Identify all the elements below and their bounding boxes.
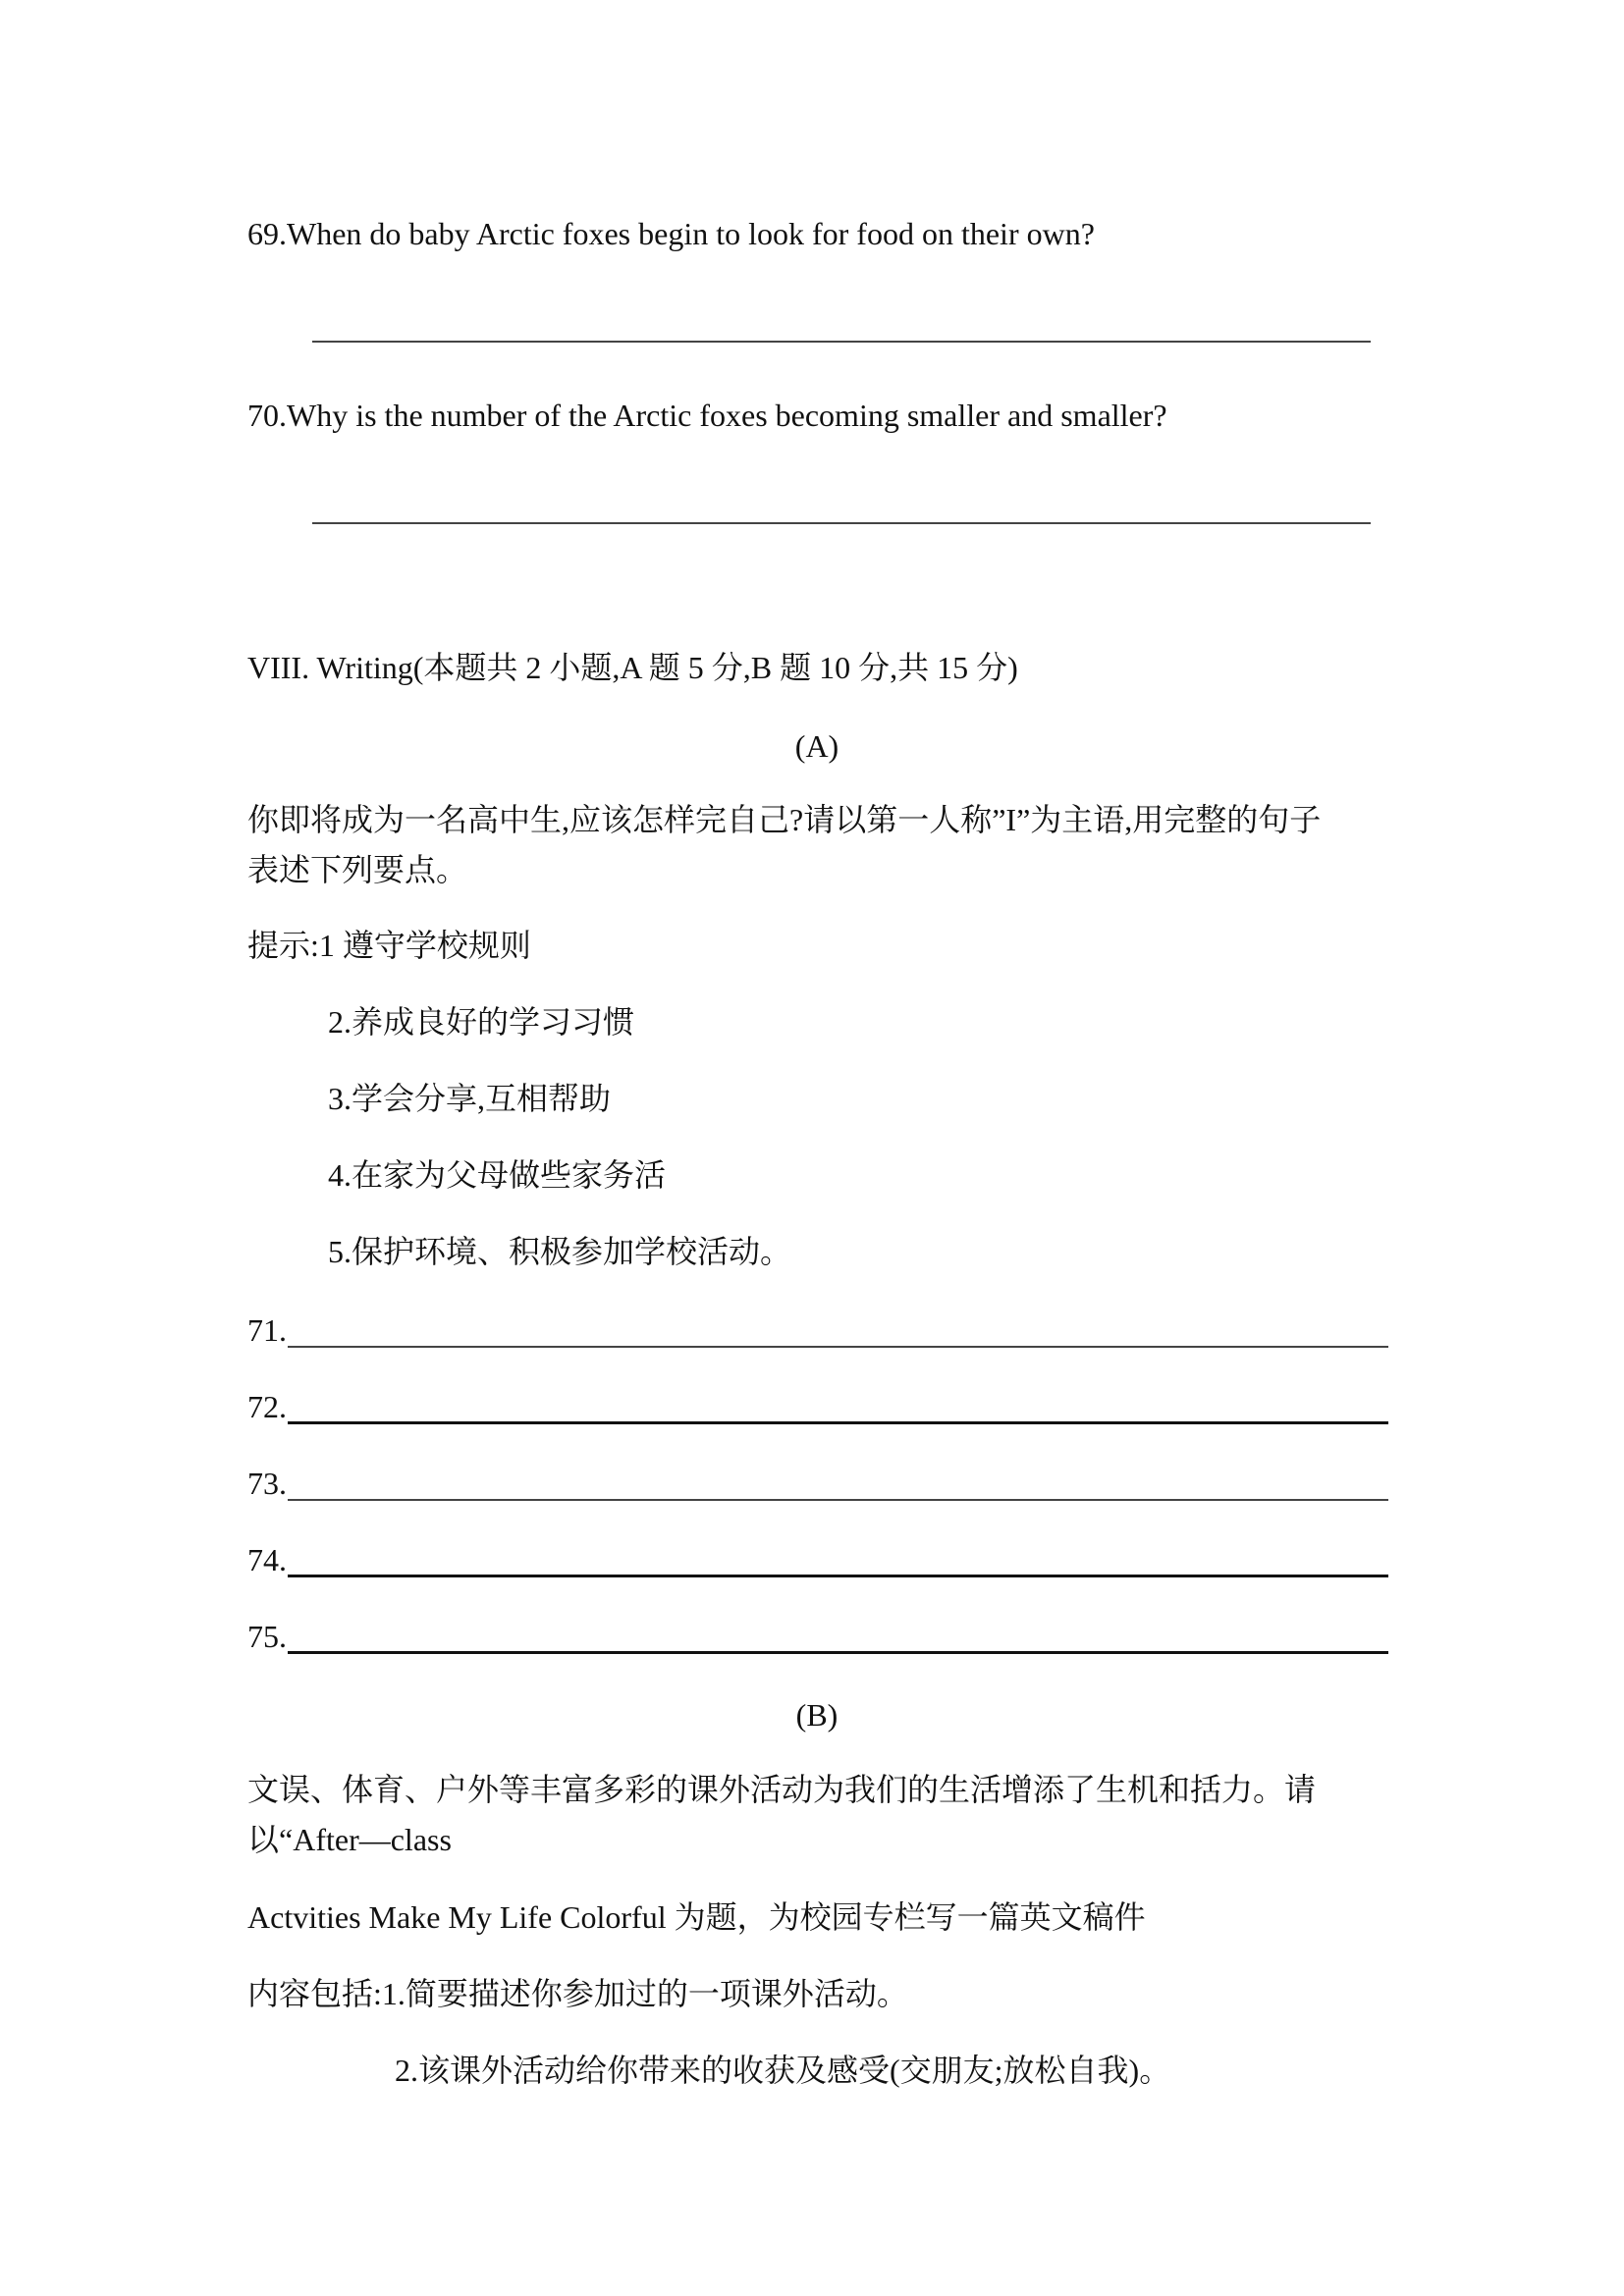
answer-line-71[interactable] xyxy=(288,1346,1388,1348)
hint-4: 4.在家为父母做些家务活 xyxy=(328,1157,667,1193)
hint-3: 3.学会分享,互相帮助 xyxy=(328,1081,612,1116)
hint-2: 2.养成良好的学习习惯 xyxy=(328,1004,635,1040)
answer-line-74[interactable] xyxy=(288,1575,1388,1577)
part-a-label: (A) xyxy=(794,728,839,764)
answer-line-73[interactable] xyxy=(288,1499,1388,1501)
part-b-intro-line3: Actvities Make My Life Colorful 为题，为校园专栏写一篇英文稿件 xyxy=(247,1899,1146,1935)
question-69: 69.When do baby Arctic foxes begin to look for food on their own? xyxy=(247,216,1095,251)
answer-number-71: 71. xyxy=(247,1312,287,1348)
hint-5: 5.保护环境、积极参加学校活动。 xyxy=(328,1234,792,1269)
part-b-label: (B) xyxy=(795,1697,839,1733)
part-a-intro-line2: 表述下列要点。 xyxy=(247,852,468,887)
answer-line-72[interactable] xyxy=(288,1421,1388,1424)
answer-number-74: 74. xyxy=(247,1542,287,1577)
answer-number-72: 72. xyxy=(247,1389,287,1424)
answer-line-69[interactable] xyxy=(312,341,1371,343)
part-a-intro-line1: 你即将成为一名高中生,应该怎样完自己?请以第一人称”I”为主语,用完整的句子 xyxy=(247,802,1322,837)
part-b-intro-line1: 文误、体育、户外等丰富多彩的课外活动为我们的生活增添了生机和括力。请 xyxy=(247,1772,1317,1807)
answer-number-75: 75. xyxy=(247,1619,287,1654)
part-b-content-line1: 内容包括:1.简要描述你参加过的一项课外活动。 xyxy=(247,1976,908,2011)
answer-line-75[interactable] xyxy=(288,1651,1388,1654)
answer-number-73: 73. xyxy=(247,1466,287,1501)
section-heading: VIII. Writing(本题共 2 小题,A 题 5 分,B 题 10 分,共 15 分) xyxy=(247,650,1018,685)
part-b-intro-line2: 以“After—class xyxy=(247,1822,452,1857)
answer-line-70[interactable] xyxy=(312,522,1371,524)
part-b-content-line2: 2.该课外活动给你带来的收获及感受(交朋友;放松自我)。 xyxy=(395,2053,1171,2088)
question-70: 70.Why is the number of the Arctic foxes becoming smaller and smaller? xyxy=(247,398,1167,433)
hint-1: 提示:1 遵守学校规则 xyxy=(247,928,531,963)
